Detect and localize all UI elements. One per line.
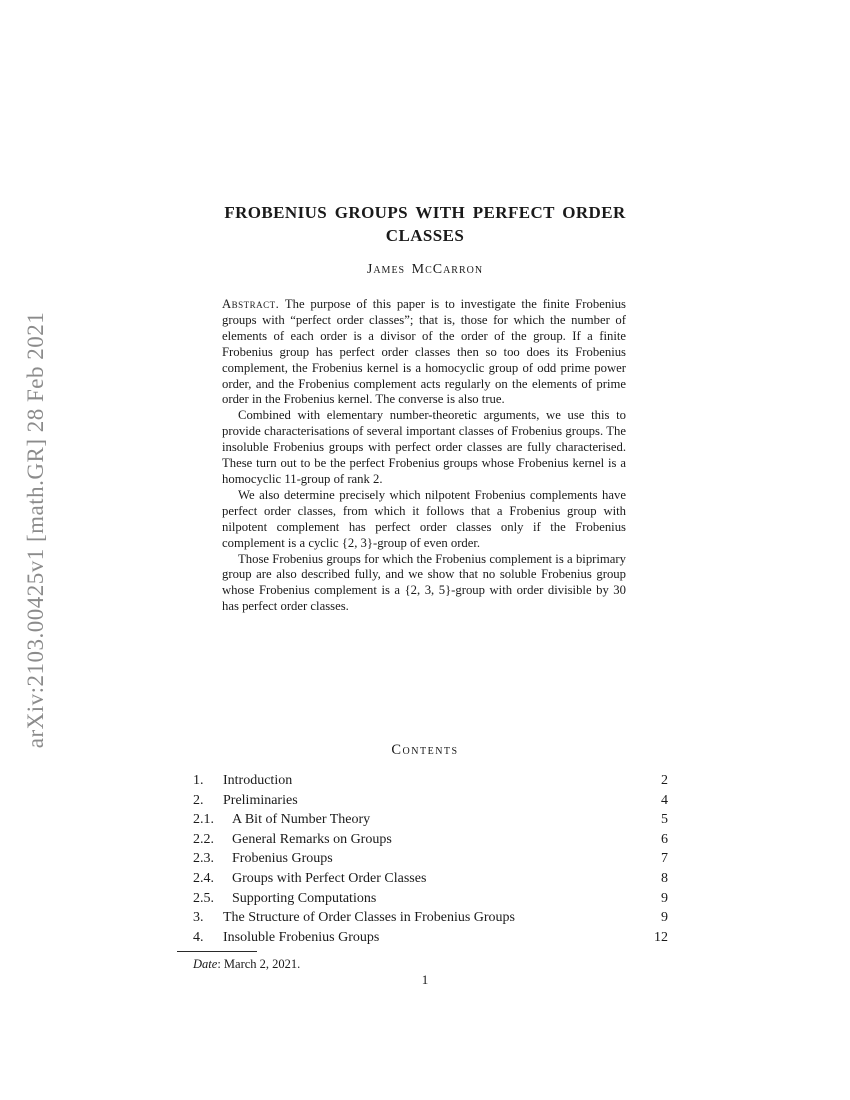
date-text: : March 2, 2021. (217, 957, 301, 971)
toc-entry (193, 928, 668, 948)
contents-heading: Contents (391, 742, 459, 758)
toc-page-number: 9 (661, 890, 668, 906)
toc-label: A Bit of Number Theory (232, 812, 371, 828)
toc-label: Supporting Computations (232, 890, 377, 906)
toc-entry (193, 791, 668, 811)
toc-page-number: 6 (661, 831, 668, 847)
toc-page-number: 8 (661, 870, 668, 886)
toc-number: 2. (193, 792, 204, 808)
toc-entry (193, 771, 668, 791)
toc-entry (193, 869, 668, 889)
paper-title (100, 201, 750, 247)
paper-title-line2: CLASSES (385, 226, 465, 245)
toc-number: 2.4. (193, 870, 214, 886)
date-line (193, 957, 300, 972)
toc-label: Groups with Perfect Order Classes (232, 870, 427, 886)
toc-page-number: 9 (661, 910, 668, 926)
toc-page-number: 4 (661, 792, 668, 808)
toc-page-number: 7 (661, 851, 668, 867)
footnote-rule (177, 951, 257, 952)
table-of-contents (193, 771, 668, 947)
toc-number: 2.1. (193, 812, 214, 828)
abstract-paragraph: Those Frobenius groups for which the Frobenius complement is a biprimary group are also described fully, and we show that no soluble Frobenius group whose Frobenius complement is a {2, 3, 5}-group with order divisible by 30 has perfect order classes. (222, 551, 626, 614)
toc-label: The Structure of Order Classes in Frobenius Groups (223, 910, 516, 926)
arxiv-watermark: arXiv:2103.00425v1 [math.GR] 28 Feb 2021 (23, 311, 48, 749)
page-number: 1 (421, 972, 429, 987)
toc-number: 3. (193, 910, 204, 926)
toc-entry (193, 908, 668, 928)
abstract-paragraph: Combined with elementary number-theoretic arguments, we use this to provide characterisations of several important classes of Frobenius groups. The insoluble Frobenius groups with perfect order classes are fully characterised. These turn out to be the perfect Frobenius groups whose Frobenius kernel is a homocyclic 11-group of rank 2. (222, 408, 626, 486)
date-label: Date (193, 957, 218, 971)
toc-entry (193, 830, 668, 850)
abstract-section (222, 297, 626, 615)
toc-entry (193, 810, 668, 830)
toc-page-number: 5 (661, 812, 668, 828)
toc-label: Preliminaries (223, 792, 298, 808)
toc-label: General Remarks on Groups (232, 831, 392, 847)
toc-entry (193, 849, 668, 869)
toc-number: 2.5. (193, 890, 214, 906)
toc-number: 2.2. (193, 831, 214, 847)
paper-title-line1: FROBENIUS GROUPS WITH PERFECT ORDER (224, 203, 626, 222)
toc-page-number: 12 (654, 929, 668, 945)
toc-entry (193, 889, 668, 909)
toc-number: 2.3. (193, 851, 214, 867)
toc-number: 1. (193, 773, 204, 788)
toc-page-number: 2 (661, 773, 668, 788)
toc-label: Frobenius Groups (232, 851, 333, 867)
paper-author: James McCarron (366, 262, 484, 277)
abstract-paragraph-text: The purpose of this paper is to investigate the finite Frobenius groups with “perfect order classes”; that is, those for which the number of elements of each order is a divisor of the order of the group. If a finite Frobenius group has perfect order classes then so too does its Frobenius complement, the Frobenius kernel is a homocyclic group of odd prime power order, and the Frobenius complement acts regularly on the elements of prime order in the Frobenius kernel. The converse is also true. (222, 297, 626, 407)
toc-number: 4. (193, 929, 204, 945)
abstract-paragraph (222, 297, 626, 408)
abstract-paragraph: We also determine precisely which nilpotent Frobenius complements have perfect order classes, from which it follows that a Frobenius group with nilpotent complement has perfect order classes only if the Frobenius complement is a cyclic {2, 3}-group of even order. (222, 487, 626, 550)
abstract-label: Abstract. (222, 297, 280, 311)
toc-label: Introduction (223, 773, 293, 788)
toc-label: Insoluble Frobenius Groups (223, 929, 380, 945)
